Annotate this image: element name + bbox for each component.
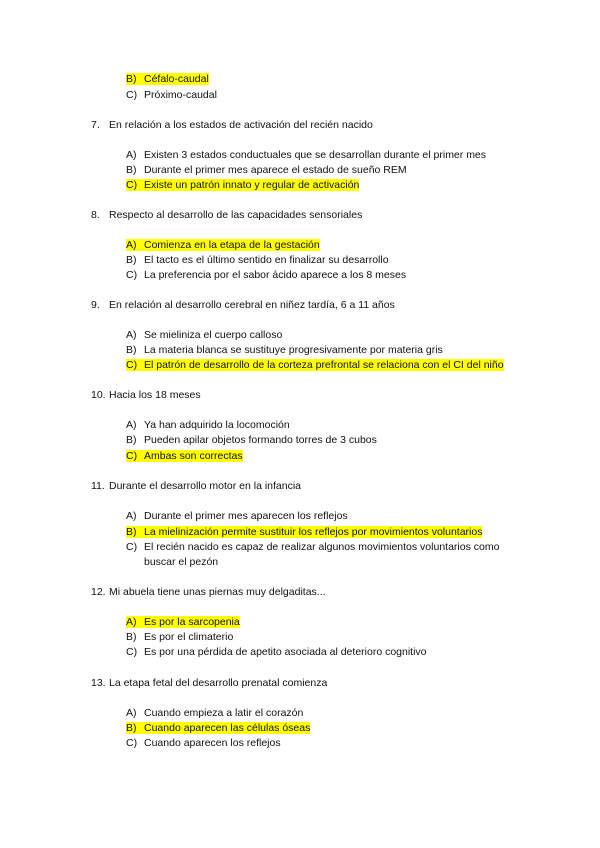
option-letter: C) <box>126 646 138 658</box>
question-line <box>91 676 327 691</box>
answer-option <box>126 163 407 178</box>
option-text: Durante el primer mes aparece el estado de sueño REM <box>144 164 407 176</box>
question-number: 10. <box>91 389 106 401</box>
option-text: El patrón de desarrollo de la corteza prefrontal se relaciona con el CI del niño <box>144 359 504 371</box>
highlight-mark <box>126 359 504 371</box>
answer-option-correct <box>126 178 359 193</box>
option-text: Cuando aparecen los reflejos <box>144 737 281 749</box>
answer-option-correct <box>126 238 320 253</box>
question-number: 8. <box>91 209 100 221</box>
option-letter: B) <box>126 526 137 538</box>
option-letter: B) <box>126 254 137 266</box>
option-text: La preferencia por el sabor ácido aparece a los 8 meses <box>144 269 407 281</box>
option-letter: A) <box>126 419 137 431</box>
answer-option-correct <box>126 525 482 540</box>
option-body <box>126 269 406 281</box>
highlight-mark <box>126 73 209 85</box>
option-text: La mielinización permite sustituir los reflejos por movimientos voluntarios <box>144 526 483 538</box>
highlight-mark <box>126 179 359 191</box>
answer-option <box>126 706 303 721</box>
answer-option <box>126 540 499 555</box>
option-letter: B) <box>126 164 137 176</box>
question-text: La etapa fetal del desarrollo prenatal comienza <box>109 677 328 689</box>
option-letter: A) <box>126 510 137 522</box>
option-text: Es por una pérdida de apetito asociada al deterioro cognitivo <box>144 646 427 658</box>
option-body <box>126 254 389 266</box>
option-letter: B) <box>126 344 137 356</box>
option-body <box>126 344 443 356</box>
option-letter: C) <box>126 269 138 281</box>
option-text: El recién nacido es capaz de realizar algunos movimientos voluntarios como <box>144 541 500 553</box>
option-letter: C) <box>126 359 138 371</box>
option-body <box>126 707 303 719</box>
answer-option-correct <box>126 721 310 736</box>
question-line <box>91 118 373 133</box>
option-text: Existen 3 estados conductuales que se desarrollan durante el primer mes <box>144 149 487 161</box>
option-text: Cuando empieza a latir el corazón <box>144 707 304 719</box>
option-letter: C) <box>126 737 138 749</box>
option-letter: C) <box>126 179 138 191</box>
option-body <box>126 631 233 643</box>
option-text: Próximo-caudal <box>144 89 217 101</box>
option-letter: A) <box>126 707 137 719</box>
answer-option-correct <box>126 615 240 630</box>
option-body <box>126 149 486 161</box>
option-body <box>126 434 377 446</box>
answer-option <box>126 433 377 448</box>
option-letter: C) <box>126 450 138 462</box>
option-body <box>126 164 407 176</box>
option-body <box>126 89 217 101</box>
option-letter: B) <box>126 722 137 734</box>
question-line <box>91 585 326 600</box>
option-letter: A) <box>126 616 137 628</box>
answer-option <box>126 268 406 283</box>
question-text: Hacia los 18 meses <box>109 389 201 401</box>
answer-option <box>126 509 348 524</box>
option-letter: A) <box>126 239 137 251</box>
answer-option-correct <box>126 449 243 464</box>
option-text: Pueden apilar objetos formando torres de 3 cubos <box>144 434 377 446</box>
answer-option-correct <box>126 72 209 87</box>
option-body <box>126 646 427 658</box>
answer-option <box>126 630 233 645</box>
option-text: Es por la sarcopenia <box>144 616 240 628</box>
answer-option <box>126 736 281 751</box>
answer-option <box>126 253 389 268</box>
answer-option <box>126 148 486 163</box>
question-text: Mi abuela tiene unas piernas muy delgaditas... <box>109 586 326 598</box>
question-line <box>91 388 201 403</box>
question-number: 7. <box>91 119 100 131</box>
highlight-mark <box>126 526 482 538</box>
option-text: Cuando aparecen las células óseas <box>144 722 311 734</box>
option-text: El tacto es el último sentido en finalizar su desarrollo <box>144 254 389 266</box>
question-text: Durante el desarrollo motor en la infancia <box>109 480 302 492</box>
answer-option <box>126 343 443 358</box>
option-text: Durante el primer mes aparecen los reflejos <box>144 510 348 522</box>
highlight-mark <box>126 722 310 734</box>
answer-option <box>126 88 217 103</box>
answer-option <box>126 328 282 343</box>
answer-option-correct <box>126 358 504 373</box>
option-text: Ya han adquirido la locomoción <box>144 419 290 431</box>
option-letter: A) <box>126 149 137 161</box>
option-letter: B) <box>126 434 137 446</box>
option-text: Céfalo-caudal <box>144 73 209 85</box>
question-number: 12. <box>91 586 106 598</box>
question-line <box>91 298 395 313</box>
highlight-mark <box>126 450 243 462</box>
question-line <box>91 479 301 494</box>
option-text: Ambas son correctas <box>144 450 243 462</box>
option-letter: B) <box>126 631 137 643</box>
question-text: En relación a los estados de activación del recién nacido <box>109 119 373 131</box>
option-letter: C) <box>126 89 138 101</box>
question-text: En relación al desarrollo cerebral en niñez tardía, 6 a 11 años <box>109 299 395 311</box>
option-continuation <box>144 555 218 570</box>
answer-option <box>126 418 290 433</box>
option-text: Existe un patrón innato y regular de activación <box>144 179 360 191</box>
option-body <box>126 419 290 431</box>
option-letter: A) <box>126 329 137 341</box>
highlight-mark <box>126 239 320 251</box>
question-number: 13. <box>91 677 106 689</box>
option-letter: B) <box>126 73 137 85</box>
highlight-mark <box>126 616 240 628</box>
question-line <box>91 208 362 223</box>
option-letter: C) <box>126 541 138 553</box>
option-text: Es por el climaterio <box>144 631 234 643</box>
option-text: La materia blanca se sustituye progresivamente por materia gris <box>144 344 443 356</box>
option-body <box>126 329 282 341</box>
option-body <box>126 737 281 749</box>
option-text: buscar el pezón <box>144 556 219 568</box>
option-body <box>126 510 348 522</box>
question-number: 11. <box>91 480 105 492</box>
option-text: Comienza en la etapa de la gestación <box>144 239 320 251</box>
option-body <box>126 541 499 553</box>
option-text: Se mieliniza el cuerpo calloso <box>144 329 283 341</box>
question-number: 9. <box>91 299 100 311</box>
question-text: Respecto al desarrollo de las capacidades sensoriales <box>109 209 363 221</box>
answer-option <box>126 645 427 660</box>
